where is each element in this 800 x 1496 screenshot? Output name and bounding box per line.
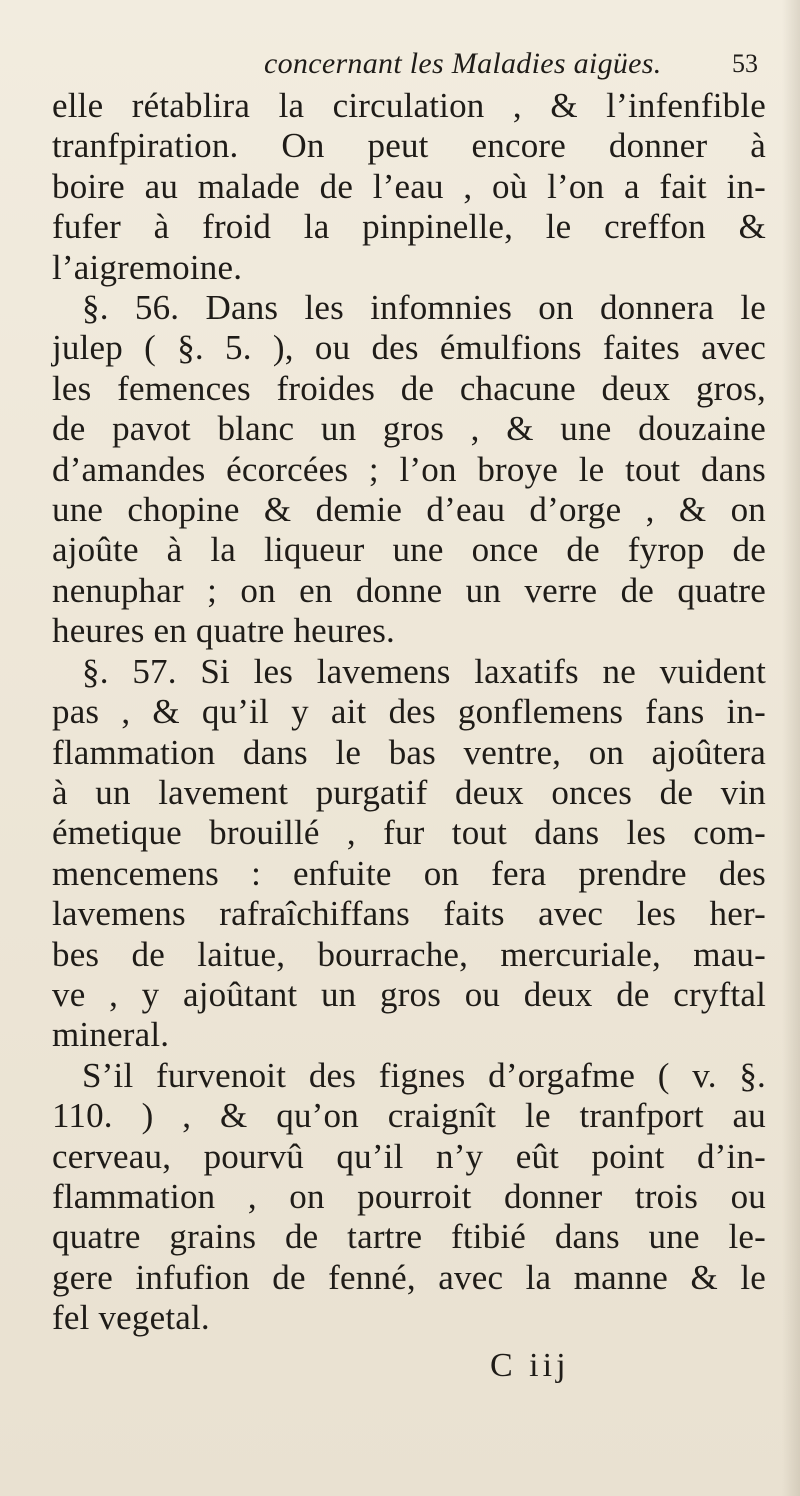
text-line: mencemens : enfuite on fera prendre des	[52, 853, 766, 893]
signature-mark: C iij	[490, 1346, 570, 1384]
body-text	[52, 86, 766, 1339]
text-line: émetique brouillé , fur tout dans les com-	[52, 813, 766, 853]
text-line: heures en quatre heures.	[52, 611, 395, 651]
text-line: boire au malade de l’eau , où l’on a fait in-	[52, 166, 766, 206]
text-line: elle rétablira la circulation , & l’infenfible	[52, 86, 766, 125]
paragraph-56-start: §. 56. Dans les infomnies on donnera le	[82, 288, 766, 328]
text-line: bes de laitue, bourrache, mercuriale, mau-	[52, 934, 766, 974]
running-head	[52, 44, 766, 84]
text-line: l’aigremoine.	[52, 247, 243, 287]
text-line: quatre grains de tartre ftibié dans une le-	[52, 1217, 766, 1257]
text-line: tranfpiration. On peut encore donner à	[52, 126, 766, 166]
text-line: mineral.	[52, 1015, 170, 1055]
running-title: concernant les Maladies aigües.	[264, 47, 662, 80]
text-line: pas , & qu’il y ait des gonflemens fans in-	[52, 692, 766, 732]
text-line: cerveau, pourvû qu’il n’y eût point d’in-	[52, 1136, 766, 1176]
text-line: à un lavement purgatif deux onces de vin	[52, 772, 766, 812]
text-line: flammation , on pourroit donner trois ou	[52, 1176, 766, 1216]
page-edge-shadow	[782, 0, 800, 1496]
text-line: gere infufion de fenné, avec la manne & le	[52, 1257, 766, 1297]
text-line: d’amandes écorcées ; l’on broye le tout dans	[52, 449, 766, 489]
text-line: ve , y ajoûtant un gros ou deux de cryftal	[52, 974, 766, 1014]
text-line: fufer à froid la pinpinelle, le creffon &	[52, 207, 766, 247]
page-number: 53	[732, 49, 758, 78]
text-line: une chopine & demie d’eau d’orge , & on	[52, 490, 766, 530]
text-line: les femences froides de chacune deux gros,	[52, 368, 766, 408]
text-line: nenuphar ; on en donne un verre de quatre	[52, 570, 766, 610]
paragraph-orgasme-start: S’il furvenoit des fignes d’orgafme ( v. §.	[82, 1055, 766, 1095]
paragraph-57-start: §. 57. Si les lavemens laxatifs ne vuident	[82, 651, 766, 691]
text-line: de pavot blanc un gros , & une douzaine	[52, 409, 766, 449]
text-line: julep ( §. 5. ), ou des émulfions faites avec	[52, 328, 766, 368]
text-line: flammation dans le bas ventre, on ajoûtera	[52, 732, 766, 772]
text-line: ajoûte à la liqueur une once de fyrop de	[52, 530, 766, 570]
text-line: fel vegetal.	[52, 1298, 210, 1338]
text-line: 110. ) , & qu’on craignît le tranfport au	[52, 1096, 766, 1136]
text-line: lavemens rafraîchiffans faits avec les her-	[52, 894, 766, 934]
